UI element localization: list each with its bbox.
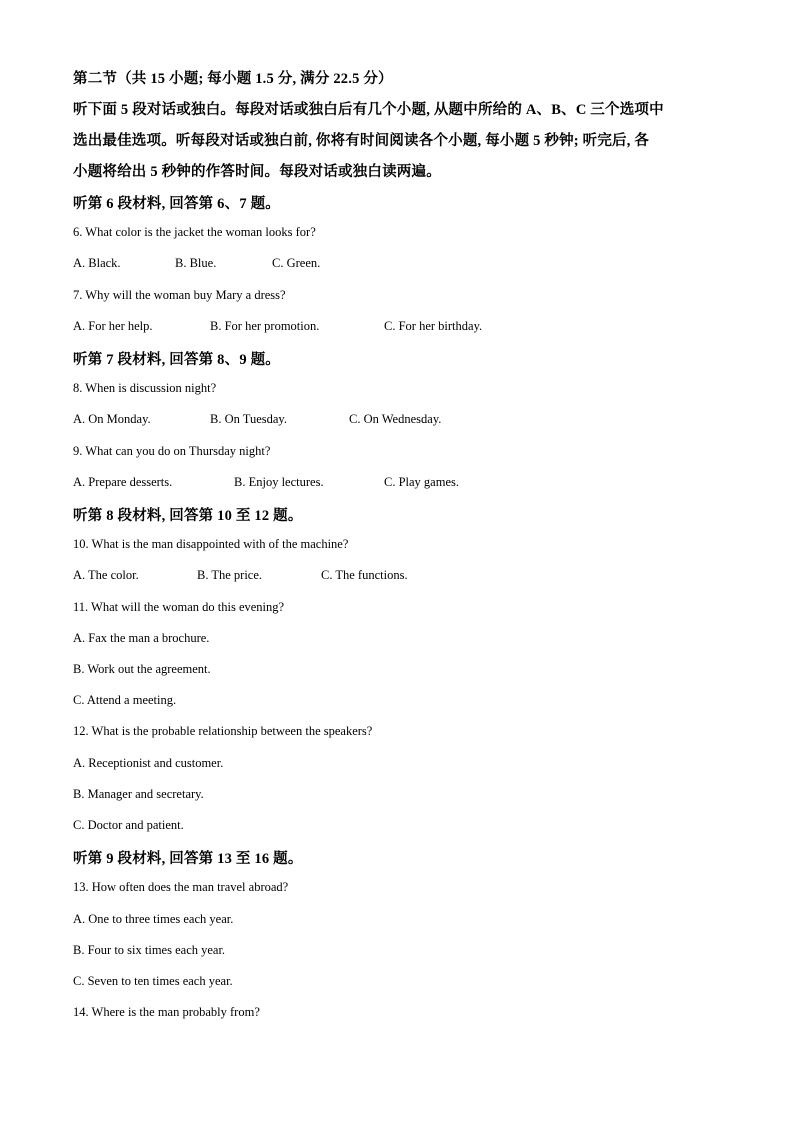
question-11-option-a: A. Fax the man a brochure. (73, 631, 210, 645)
option-c: C. Play games. (384, 475, 459, 489)
question-10-stem: 10. What is the man disappointed with of the machine? (73, 537, 349, 551)
segment-heading-8: 听第 8 段材料, 回答第 10 至 12 题。 (73, 508, 303, 524)
option-a: A. Black. (73, 256, 121, 270)
option-c: C. Green. (272, 256, 321, 270)
question-12-option-c: C. Doctor and patient. (73, 818, 184, 832)
instructions-line-1: 听下面 5 段对话或独白。每段对话或独白后有几个小题, 从题中所给的 A、B、C 三个选项中 (73, 102, 664, 118)
question-13-stem: 13. How often does the man travel abroad? (73, 880, 289, 894)
question-12-stem: 12. What is the probable relationship between the speakers? (73, 724, 373, 738)
question-10-options (73, 568, 408, 583)
question-9-options (73, 475, 459, 490)
question-6-stem: 6. What color is the jacket the woman looks for? (73, 225, 316, 239)
question-14-stem: 14. Where is the man probably from? (73, 1005, 260, 1019)
question-7-options (73, 319, 482, 334)
question-8-options (73, 412, 441, 427)
option-b: B. The price. (197, 568, 263, 582)
instructions-line-2: 选出最佳选项。听每段对话或独白前, 你将有时间阅读各个小题, 每小题 5 秒钟; 听完后, 各 (73, 133, 650, 149)
option-c: C. On Wednesday. (349, 412, 442, 426)
question-11-option-b: B. Work out the agreement. (73, 662, 211, 676)
option-c: C. For her birthday. (384, 319, 483, 333)
question-6-options (73, 256, 320, 271)
option-a: A. Prepare desserts. (73, 475, 173, 489)
question-12-option-b: B. Manager and secretary. (73, 787, 204, 801)
question-13-option-c: C. Seven to ten times each year. (73, 974, 233, 988)
option-a: A. For her help. (73, 319, 153, 333)
option-b: B. For her promotion. (210, 319, 320, 333)
instructions-line-3: 小题将给出 5 秒钟的作答时间。每段对话或独白读两遍。 (73, 164, 441, 180)
question-11-stem: 11. What will the woman do this evening? (73, 600, 285, 614)
option-a: A. On Monday. (73, 412, 151, 426)
option-b: B. Blue. (175, 256, 217, 270)
question-13-option-a: A. One to three times each year. (73, 912, 234, 926)
question-11-option-c: C. Attend a meeting. (73, 693, 177, 707)
option-a: A. The color. (73, 568, 139, 582)
question-8-stem: 8. When is discussion night? (73, 381, 217, 395)
question-12-option-a: A. Receptionist and customer. (73, 756, 224, 770)
question-7-stem: 7. Why will the woman buy Mary a dress? (73, 288, 286, 302)
option-b: B. Enjoy lectures. (234, 475, 324, 489)
option-c: C. The functions. (321, 568, 408, 582)
segment-heading-6: 听第 6 段材料, 回答第 6、7 题。 (73, 196, 280, 212)
segment-heading-7: 听第 7 段材料, 回答第 8、9 题。 (73, 352, 280, 368)
option-b: B. On Tuesday. (210, 412, 287, 426)
question-9-stem: 9. What can you do on Thursday night? (73, 444, 271, 458)
segment-heading-9: 听第 9 段材料, 回答第 13 至 16 题。 (73, 851, 303, 867)
section-header: 第二节（共 15 小题; 每小题 1.5 分, 满分 22.5 分） (73, 71, 393, 87)
question-13-option-b: B. Four to six times each year. (73, 943, 226, 957)
